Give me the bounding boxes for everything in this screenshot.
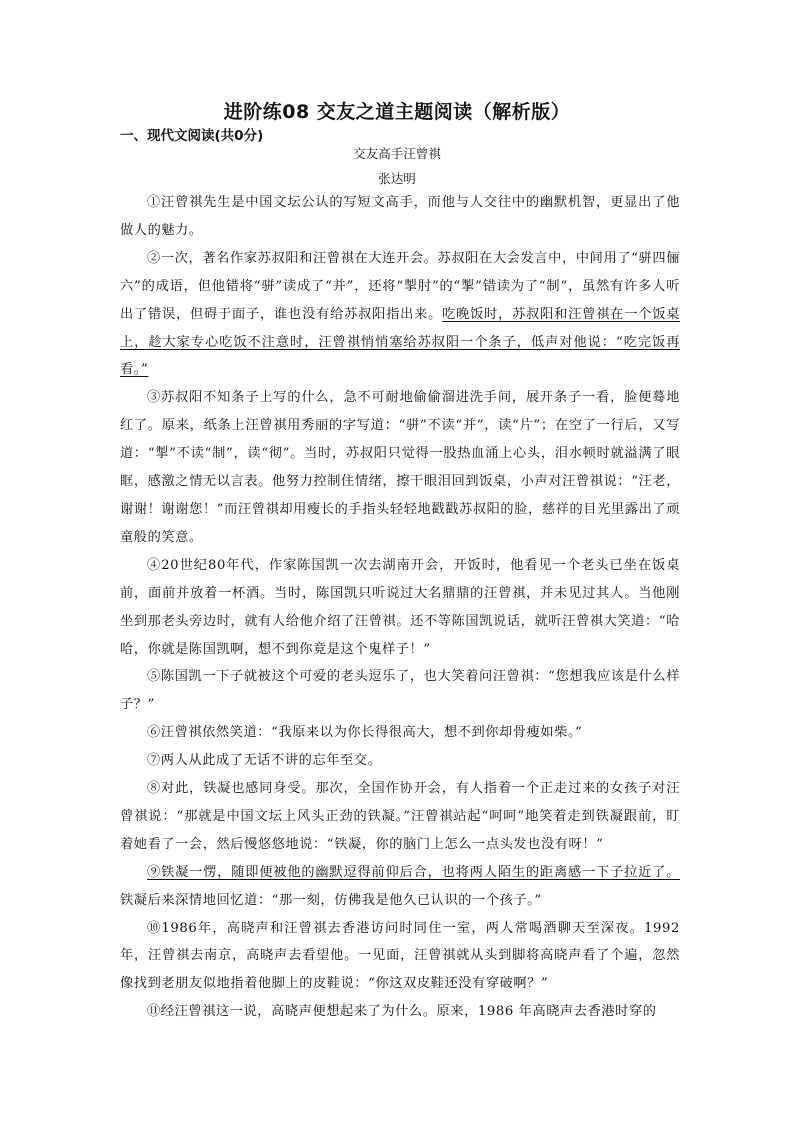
underlined-sentence: 吃晚饭时，苏叔阳和汪曾祺在一个饭桌上，趁大家专心吃饭不注意时，汪曾祺悄悄塞给苏叔阳一个条子，低声对他说：“吃完饭再看。” (120, 306, 680, 378)
section-heading: 一、现代文阅读(共0分) (120, 128, 264, 144)
paragraph-5: ⑤陈国凯一下子就被这个可爱的老头逗乐了，也大笑着问汪曾祺：“您想我应该是什么样子？” (120, 669, 680, 713)
document-title: 进阶练08 交友之道主题阅读（解析版） (223, 101, 571, 123)
paragraph-10: ⑩1986年，高晓声和汪曾祺去香港访问时同住一室，两人常喝酒聊天至深夜。1992年，汪曾祺去南京，高晓声去看望他。一见面，汪曾祺就从头到脚将高晓声看了个遍，忽然像找到老朋友似地指着他脚上的皮鞋说：“你这双皮鞋还没有穿破啊？” (120, 920, 680, 992)
paragraph-3: ③苏叔阳不知条子上写的什么，急不可耐地偷偷溜进洗手间，展开条子一看，脸便蓦地红了。原来，纸条上汪曾祺用秀丽的字写道：“骈”不读“并”，读“片”；在空了一行后，又写道：“掣”不读“制”，读“彻”。当时，苏叔阳只觉得一股热血涌上心头，泪水顿时就溢满了眼眶，感激之情无以言表。他努力控制住情绪，擦干眼泪回到饭桌，小声对汪曾祺说：“汪老，谢谢！谢谢您！”而汪曾祺却用瘦长的手指头轻轻地戳戳苏叔阳的脸，慈祥的目光里露出了顽童般的笑意。 (120, 390, 680, 545)
paragraph-1: ①汪曾祺先生是中国文坛公认的写短文高手，而他与人交往中的幽默机智，更显出了他做人的魅力。 (120, 195, 680, 238)
paragraph-7: ⑦两人从此成了无话不讲的忘年至交。 (147, 753, 382, 769)
paragraph-2-text: ②一次，著名作家苏叔阳和汪曾祺在大连开会。苏叔阳在大会发言中，中间用了“骈四俪六”的成语，但他错将“骈”读成了“并”，还将“掣肘”的“掣”错读为了“制”，虽然有许多人听出了错误，但碍于面子，谁也没有给苏叔阳指出来。 (120, 250, 680, 322)
underlined-sentence: ⑨铁凝一愣，随即便被他的幽默逗得前仰后合，也将两人陌生的距离感一下子拉近了。 (147, 864, 680, 880)
paragraph-8: ⑧对此，铁凝也感同身受。那次，全国作协开会，有人指着一个正走过来的女孩子对汪曾祺说：“那就是中国文坛上风头正劲的铁凝。”汪曾祺站起“呵呵”地笑着走到铁凝跟前，盯着她看了一会，然后慢悠悠地说：“铁凝，你的脑门上怎么一点头发也没有呀！” (120, 781, 680, 852)
paragraph-4: ④20世纪80年代，作家陈国凯一次去湖南开会，开饭时，他看见一个老头已坐在饭桌前，面前并放着一杯酒。当时，陈国凯只听说过大名鼎鼎的汪曾祺，并未见过其人。当他刚坐到那老头旁边时，就有人给他介绍了汪曾祺。还不等陈国凯说话，就听汪曾祺大笑道：“哈哈，你就是陈国凯啊，想不到你竟是这个鬼样子！” (120, 557, 680, 657)
paragraph-2 (120, 245, 680, 385)
paragraph-6: ⑥汪曾祺依然笑道：“我原来以为你长得很高大，想不到你却骨瘦如柴。” (147, 725, 583, 741)
paragraph-11: ⑪经汪曾祺这一说，高晓声便想起来了为什么。原来，1986 年高晓声去香港时穿的 (147, 1004, 657, 1020)
paragraph-9-text: 铁凝后来深情地回忆道：“那一刻，仿佛我是他久已认识的一个孩子。” (120, 892, 542, 908)
paragraph-9 (120, 859, 680, 915)
article-body (120, 189, 680, 1026)
article-author: 张达明 (378, 171, 416, 186)
article-title: 交友高手汪曾祺 (353, 146, 441, 161)
